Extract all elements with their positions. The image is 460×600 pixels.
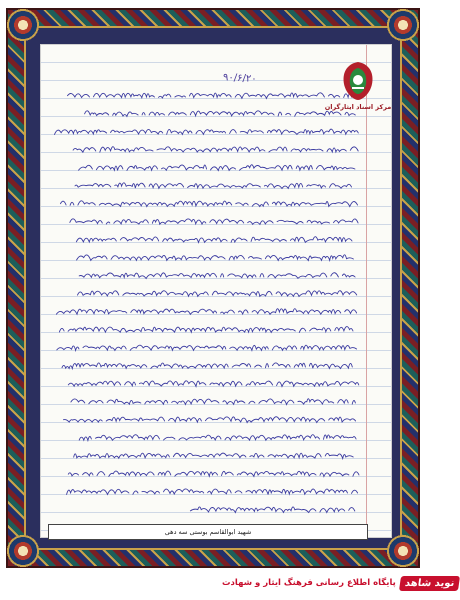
- watermark-badge: نوید شاهد: [399, 576, 460, 591]
- handwriting-line: [70, 219, 358, 225]
- handwriting-line: [71, 399, 356, 405]
- handwriting-line: [51, 129, 359, 134]
- handwriting-line: [57, 345, 357, 350]
- handwriting-line: [63, 489, 358, 495]
- logo-text: مرکز اسناد ایثارگران: [324, 103, 392, 111]
- handwriting-line: [79, 165, 355, 171]
- border-corner-ornament: [386, 8, 420, 42]
- hand-emblem-icon: [338, 58, 378, 102]
- border-corner-ornament: [6, 8, 40, 42]
- handwriting-line: [75, 183, 352, 189]
- watermark-text: پایگاه اطلاع رسانی فرهنگ ایثار و شهادت: [222, 578, 396, 588]
- handwriting-line: [64, 381, 359, 387]
- document-caption: [48, 524, 368, 540]
- handwriting-line: [79, 273, 355, 279]
- border-corner-ornament: [6, 534, 40, 568]
- handwriting-line: [76, 237, 352, 243]
- handwriting-line: [77, 255, 354, 261]
- handwriting-line: [61, 201, 358, 207]
- archive-logo: [324, 58, 392, 130]
- border-corner-ornament: [386, 534, 420, 568]
- handwriting-line: [79, 435, 356, 441]
- caption-name: شهید ابوالقاسم بوستی سه دهی: [164, 528, 252, 536]
- handwriting-line: [85, 111, 356, 117]
- handwriting-line: [55, 327, 353, 333]
- handwriting-line: [62, 363, 352, 369]
- handwriting-line: [70, 453, 354, 458]
- letter-date: ۹۰/۶/۲۰: [222, 72, 257, 85]
- handwriting-line: [78, 291, 357, 297]
- handwriting-line: [73, 147, 358, 153]
- handwriting-line: [190, 507, 354, 513]
- site-watermark: [222, 570, 455, 596]
- handwriting-line: [68, 471, 359, 476]
- handwriting-line: [68, 93, 356, 99]
- handwriting-line: [56, 309, 356, 315]
- handwriting-line: [60, 417, 356, 423]
